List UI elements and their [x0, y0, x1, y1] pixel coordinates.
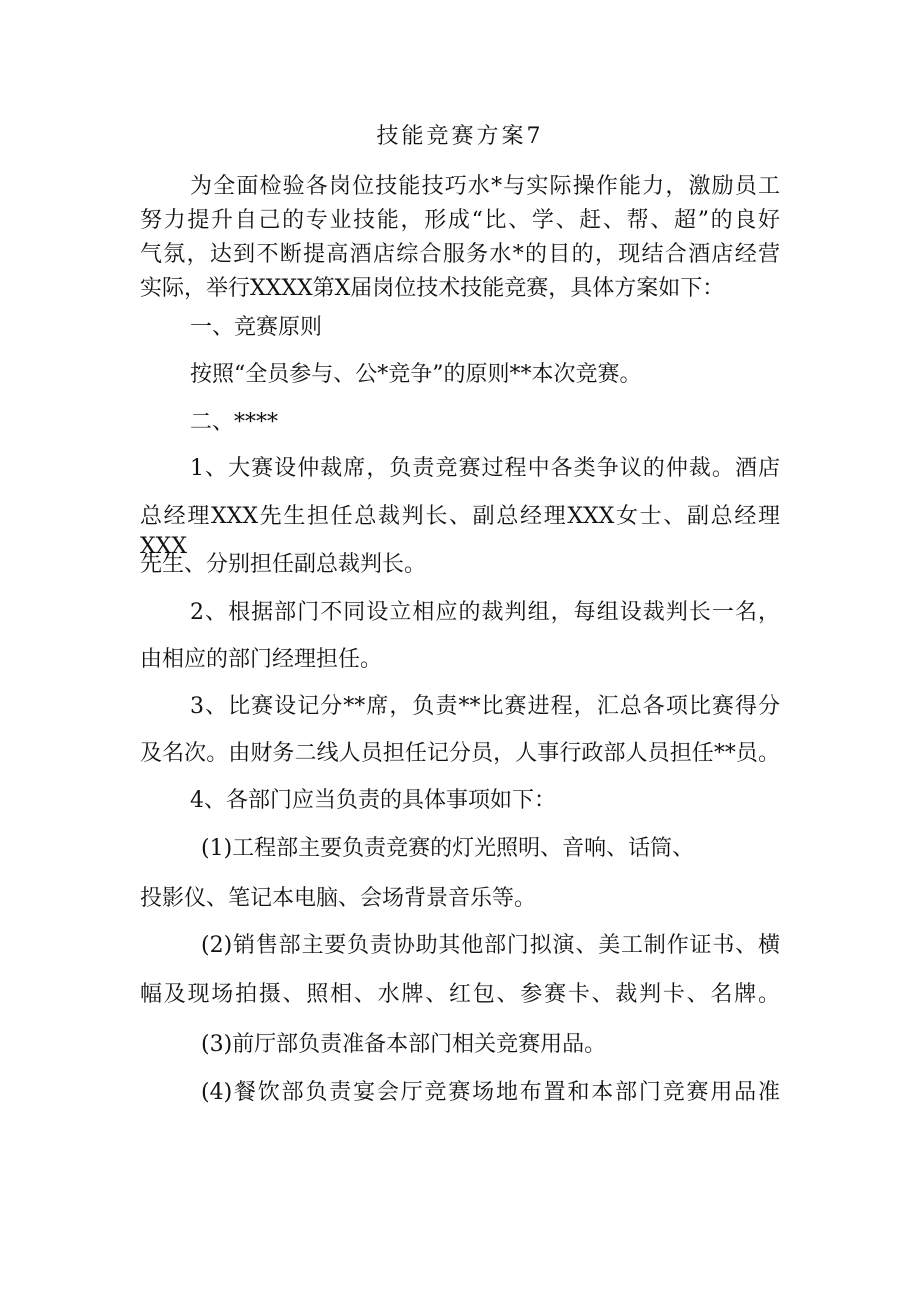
section2-heading: 二、**** — [190, 410, 279, 435]
sub1-line-1: (1)工程部主要负责竞赛的灯光照明、音响、话筒、 — [201, 836, 695, 861]
item1-line-1: 1、大赛设仲裁席，负责竞赛过程中各类争议的仲裁。酒店 — [190, 456, 780, 481]
intro-line-3: 气氛，达到不断提高酒店综合服务水*的目的，现结合酒店经营 — [140, 242, 780, 267]
item2-line-2: 由相应的部门经理担任。 — [140, 647, 383, 672]
intro-line-4: 实际，举行XXXX第X届岗位技术技能竞赛，具体方案如下： — [140, 276, 725, 301]
item1-line-2: 总经理XXX先生担任总裁判长、副总经理XXX女士、副总经理XXX — [140, 504, 780, 559]
item1-line-3: 先生、分别担任副总裁判长。 — [140, 552, 427, 577]
sub1-line-2: 投影仪、笔记本电脑、会场背景音乐等。 — [140, 886, 537, 911]
item3-line-1: 3、比赛设记分**席，负责**比赛进程，汇总各项比赛得分 — [190, 694, 780, 719]
sub2-line-2: 幅及现场拍摄、照相、水牌、红包、参赛卡、裁判卡、名牌。 — [140, 982, 780, 1007]
intro-line-1: 为全面检验各岗位技能技巧水*与实际操作能力，激励员工 — [190, 174, 780, 199]
section1-body: 按照“全员参与、公*竞争”的原则**本次竞赛。 — [190, 362, 642, 387]
item2-line-1: 2、根据部门不同设立相应的裁判组，每组设裁判长一名， — [190, 600, 780, 625]
item4-line: 4、各部门应当负责的具体事项如下： — [190, 788, 556, 813]
section1-heading: 一、竞赛原则 — [190, 315, 323, 340]
document-title: 技能竞赛方案7 — [376, 124, 544, 149]
intro-line-2: 努力提升自己的专业技能，形成“比、学、赶、帮、超”的良好 — [140, 208, 780, 233]
sub3-line: (3)前厅部负责准备本部门相关竞赛用品。 — [201, 1032, 607, 1057]
sub4-line: (4)餐饮部负责宴会厅竞赛场地布置和本部门竞赛用品准 — [201, 1080, 780, 1105]
sub2-line-1: (2)销售部主要负责协助其他部门拟演、美工制作证书、横 — [201, 933, 780, 958]
item3-line-2: 及名次。由财务二线人员担任记分员，人事行政部人员担任**员。 — [140, 741, 780, 766]
